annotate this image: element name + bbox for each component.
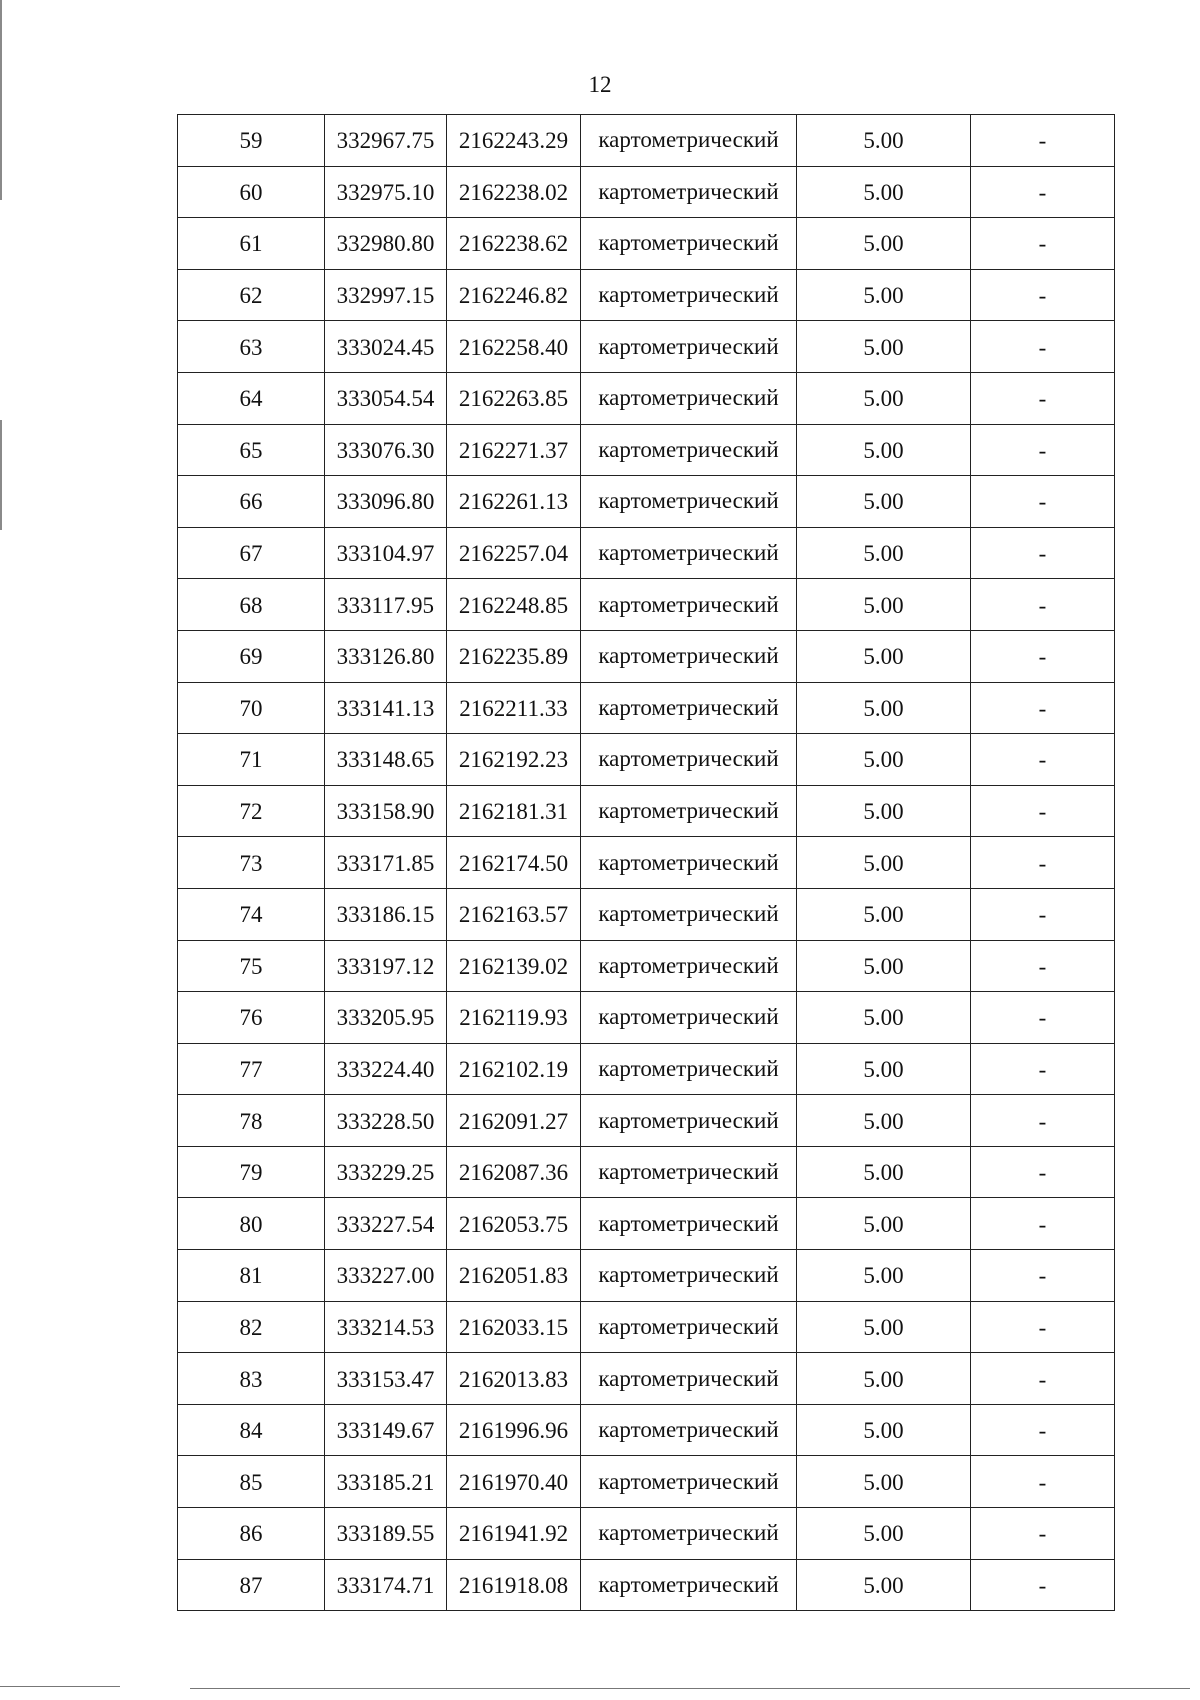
cell-coordinate-y: 2161918.08	[447, 1559, 581, 1611]
cell-coordinate-x: 333158.90	[325, 785, 447, 837]
cell-note: -	[971, 372, 1115, 424]
cell-accuracy: 5.00	[797, 424, 971, 476]
cell-accuracy: 5.00	[797, 1353, 971, 1405]
coordinates-table	[177, 114, 1115, 1611]
table-row	[178, 372, 1115, 424]
cell-method: картометрический	[581, 1353, 797, 1405]
cell-coordinate-y: 2162192.23	[447, 734, 581, 786]
cell-accuracy: 5.00	[797, 218, 971, 270]
cell-coordinate-y: 2162119.93	[447, 992, 581, 1044]
cell-coordinate-y: 2162102.19	[447, 1043, 581, 1095]
cell-coordinate-x: 333224.40	[325, 1043, 447, 1095]
cell-coordinate-y: 2162238.02	[447, 166, 581, 218]
cell-accuracy: 5.00	[797, 1043, 971, 1095]
cell-coordinate-y: 2162013.83	[447, 1353, 581, 1405]
cell-note: -	[971, 1198, 1115, 1250]
cell-point-number: 86	[178, 1508, 325, 1560]
cell-point-number: 68	[178, 579, 325, 631]
cell-accuracy: 5.00	[797, 269, 971, 321]
cell-coordinate-y: 2162211.33	[447, 682, 581, 734]
cell-note: -	[971, 1404, 1115, 1456]
cell-point-number: 79	[178, 1146, 325, 1198]
table-row	[178, 218, 1115, 270]
table-row	[178, 1146, 1115, 1198]
cell-point-number: 82	[178, 1301, 325, 1353]
cell-coordinate-x: 333054.54	[325, 372, 447, 424]
cell-method: картометрический	[581, 1404, 797, 1456]
cell-method: картометрический	[581, 424, 797, 476]
cell-point-number: 85	[178, 1456, 325, 1508]
cell-method: картометрический	[581, 321, 797, 373]
cell-note: -	[971, 424, 1115, 476]
cell-method: картометрический	[581, 888, 797, 940]
cell-method: картометрический	[581, 992, 797, 1044]
cell-point-number: 67	[178, 527, 325, 579]
table-row	[178, 1198, 1115, 1250]
cell-point-number: 78	[178, 1095, 325, 1147]
cell-coordinate-x: 333227.54	[325, 1198, 447, 1250]
table-row	[178, 1095, 1115, 1147]
cell-accuracy: 5.00	[797, 630, 971, 682]
cell-coordinate-x: 333096.80	[325, 476, 447, 528]
cell-point-number: 62	[178, 269, 325, 321]
cell-method: картометрический	[581, 837, 797, 889]
cell-coordinate-x: 332997.15	[325, 269, 447, 321]
cell-note: -	[971, 476, 1115, 528]
cell-note: -	[971, 1301, 1115, 1353]
table-row	[178, 940, 1115, 992]
cell-note: -	[971, 992, 1115, 1044]
cell-method: картометрический	[581, 682, 797, 734]
cell-coordinate-x: 332980.80	[325, 218, 447, 270]
cell-method: картометрический	[581, 269, 797, 321]
cell-accuracy: 5.00	[797, 785, 971, 837]
cell-coordinate-y: 2162257.04	[447, 527, 581, 579]
cell-coordinate-y: 2162181.31	[447, 785, 581, 837]
cell-note: -	[971, 1095, 1115, 1147]
cell-point-number: 65	[178, 424, 325, 476]
cell-accuracy: 5.00	[797, 527, 971, 579]
cell-accuracy: 5.00	[797, 940, 971, 992]
scan-mark-left	[0, 0, 2, 200]
cell-point-number: 74	[178, 888, 325, 940]
cell-method: картометрический	[581, 734, 797, 786]
cell-method: картометрический	[581, 630, 797, 682]
cell-coordinate-x: 333174.71	[325, 1559, 447, 1611]
cell-coordinate-x: 333171.85	[325, 837, 447, 889]
table-row	[178, 1559, 1115, 1611]
table-row	[178, 837, 1115, 889]
cell-coordinate-y: 2162087.36	[447, 1146, 581, 1198]
cell-coordinate-x: 333153.47	[325, 1353, 447, 1405]
cell-point-number: 87	[178, 1559, 325, 1611]
cell-accuracy: 5.00	[797, 682, 971, 734]
coordinates-table-body	[178, 115, 1115, 1611]
cell-coordinate-y: 2162091.27	[447, 1095, 581, 1147]
cell-point-number: 66	[178, 476, 325, 528]
cell-note: -	[971, 734, 1115, 786]
cell-accuracy: 5.00	[797, 1301, 971, 1353]
cell-coordinate-y: 2161941.92	[447, 1508, 581, 1560]
cell-point-number: 69	[178, 630, 325, 682]
table-row	[178, 166, 1115, 218]
cell-coordinate-y: 2162053.75	[447, 1198, 581, 1250]
cell-coordinate-y: 2162243.29	[447, 115, 581, 167]
cell-method: картометрический	[581, 1508, 797, 1560]
cell-coordinate-x: 333148.65	[325, 734, 447, 786]
cell-accuracy: 5.00	[797, 321, 971, 373]
scan-mark-bottom-left	[0, 1686, 120, 1687]
cell-method: картометрический	[581, 785, 797, 837]
cell-note: -	[971, 1456, 1115, 1508]
cell-point-number: 84	[178, 1404, 325, 1456]
cell-coordinate-y: 2162235.89	[447, 630, 581, 682]
cell-coordinate-x: 333149.67	[325, 1404, 447, 1456]
cell-coordinate-y: 2162163.57	[447, 888, 581, 940]
cell-method: картометрический	[581, 1043, 797, 1095]
cell-note: -	[971, 888, 1115, 940]
cell-accuracy: 5.00	[797, 1508, 971, 1560]
table-row	[178, 992, 1115, 1044]
cell-note: -	[971, 115, 1115, 167]
cell-method: картометрический	[581, 1146, 797, 1198]
cell-accuracy: 5.00	[797, 888, 971, 940]
cell-coordinate-x: 333117.95	[325, 579, 447, 631]
cell-note: -	[971, 837, 1115, 889]
cell-accuracy: 5.00	[797, 734, 971, 786]
cell-note: -	[971, 785, 1115, 837]
cell-accuracy: 5.00	[797, 1559, 971, 1611]
cell-coordinate-x: 333141.13	[325, 682, 447, 734]
cell-method: картометрический	[581, 218, 797, 270]
table-row	[178, 682, 1115, 734]
table-row	[178, 1404, 1115, 1456]
cell-point-number: 76	[178, 992, 325, 1044]
cell-coordinate-x: 333197.12	[325, 940, 447, 992]
table-row	[178, 1043, 1115, 1095]
cell-coordinate-x: 332975.10	[325, 166, 447, 218]
cell-coordinate-x: 332967.75	[325, 115, 447, 167]
cell-point-number: 77	[178, 1043, 325, 1095]
cell-coordinate-y: 2162246.82	[447, 269, 581, 321]
cell-point-number: 70	[178, 682, 325, 734]
cell-coordinate-y: 2162261.13	[447, 476, 581, 528]
cell-accuracy: 5.00	[797, 1198, 971, 1250]
cell-point-number: 75	[178, 940, 325, 992]
cell-coordinate-x: 333229.25	[325, 1146, 447, 1198]
cell-point-number: 72	[178, 785, 325, 837]
cell-point-number: 71	[178, 734, 325, 786]
cell-method: картометрический	[581, 372, 797, 424]
cell-coordinate-y: 2162174.50	[447, 837, 581, 889]
cell-point-number: 80	[178, 1198, 325, 1250]
cell-method: картометрический	[581, 166, 797, 218]
cell-accuracy: 5.00	[797, 1146, 971, 1198]
table-row	[178, 785, 1115, 837]
cell-accuracy: 5.00	[797, 1095, 971, 1147]
cell-coordinate-y: 2162033.15	[447, 1301, 581, 1353]
cell-note: -	[971, 1559, 1115, 1611]
cell-method: картометрический	[581, 1301, 797, 1353]
scan-mark-left-middle	[0, 420, 2, 530]
cell-point-number: 59	[178, 115, 325, 167]
table-row	[178, 527, 1115, 579]
cell-method: картометрический	[581, 527, 797, 579]
table-row	[178, 1250, 1115, 1302]
cell-accuracy: 5.00	[797, 837, 971, 889]
cell-method: картометрический	[581, 579, 797, 631]
cell-coordinate-x: 333205.95	[325, 992, 447, 1044]
cell-coordinate-x: 333076.30	[325, 424, 447, 476]
cell-method: картометрический	[581, 1198, 797, 1250]
cell-accuracy: 5.00	[797, 166, 971, 218]
cell-coordinate-y: 2162258.40	[447, 321, 581, 373]
page-number: 12	[588, 72, 612, 97]
cell-coordinate-y: 2161996.96	[447, 1404, 581, 1456]
cell-coordinate-x: 333185.21	[325, 1456, 447, 1508]
cell-accuracy: 5.00	[797, 476, 971, 528]
table-row	[178, 115, 1115, 167]
table-row	[178, 1353, 1115, 1405]
cell-accuracy: 5.00	[797, 1456, 971, 1508]
cell-coordinate-y: 2162139.02	[447, 940, 581, 992]
cell-method: картометрический	[581, 1456, 797, 1508]
cell-point-number: 60	[178, 166, 325, 218]
cell-coordinate-y: 2162271.37	[447, 424, 581, 476]
cell-note: -	[971, 630, 1115, 682]
table-row	[178, 321, 1115, 373]
cell-accuracy: 5.00	[797, 1250, 971, 1302]
cell-point-number: 83	[178, 1353, 325, 1405]
cell-accuracy: 5.00	[797, 1404, 971, 1456]
table-row	[178, 424, 1115, 476]
cell-coordinate-y: 2161970.40	[447, 1456, 581, 1508]
table-row	[178, 734, 1115, 786]
cell-method: картометрический	[581, 1095, 797, 1147]
table-row	[178, 476, 1115, 528]
cell-method: картометрический	[581, 1559, 797, 1611]
cell-note: -	[971, 166, 1115, 218]
cell-note: -	[971, 1353, 1115, 1405]
cell-accuracy: 5.00	[797, 115, 971, 167]
cell-accuracy: 5.00	[797, 579, 971, 631]
table-row	[178, 1508, 1115, 1560]
cell-note: -	[971, 321, 1115, 373]
cell-note: -	[971, 269, 1115, 321]
cell-note: -	[971, 940, 1115, 992]
cell-coordinate-x: 333126.80	[325, 630, 447, 682]
cell-method: картометрический	[581, 1250, 797, 1302]
cell-note: -	[971, 527, 1115, 579]
table-row	[178, 888, 1115, 940]
cell-coordinate-x: 333228.50	[325, 1095, 447, 1147]
cell-note: -	[971, 682, 1115, 734]
cell-note: -	[971, 218, 1115, 270]
table-row	[178, 630, 1115, 682]
cell-method: картометрический	[581, 940, 797, 992]
cell-coordinate-x: 333214.53	[325, 1301, 447, 1353]
table-row	[178, 579, 1115, 631]
cell-point-number: 63	[178, 321, 325, 373]
cell-coordinate-x: 333227.00	[325, 1250, 447, 1302]
cell-note: -	[971, 579, 1115, 631]
cell-note: -	[971, 1043, 1115, 1095]
cell-coordinate-x: 333024.45	[325, 321, 447, 373]
cell-point-number: 81	[178, 1250, 325, 1302]
cell-coordinate-x: 333186.15	[325, 888, 447, 940]
cell-coordinate-x: 333189.55	[325, 1508, 447, 1560]
cell-point-number: 61	[178, 218, 325, 270]
cell-accuracy: 5.00	[797, 992, 971, 1044]
table-row	[178, 269, 1115, 321]
cell-method: картометрический	[581, 476, 797, 528]
cell-coordinate-y: 2162248.85	[447, 579, 581, 631]
cell-coordinate-x: 333104.97	[325, 527, 447, 579]
cell-coordinate-y: 2162263.85	[447, 372, 581, 424]
cell-note: -	[971, 1250, 1115, 1302]
cell-coordinate-y: 2162238.62	[447, 218, 581, 270]
cell-note: -	[971, 1146, 1115, 1198]
cell-note: -	[971, 1508, 1115, 1560]
cell-accuracy: 5.00	[797, 372, 971, 424]
table-row	[178, 1456, 1115, 1508]
cell-coordinate-y: 2162051.83	[447, 1250, 581, 1302]
cell-point-number: 64	[178, 372, 325, 424]
cell-method: картометрический	[581, 115, 797, 167]
cell-point-number: 73	[178, 837, 325, 889]
scan-mark-bottom-right	[190, 1688, 1190, 1689]
table-row	[178, 1301, 1115, 1353]
